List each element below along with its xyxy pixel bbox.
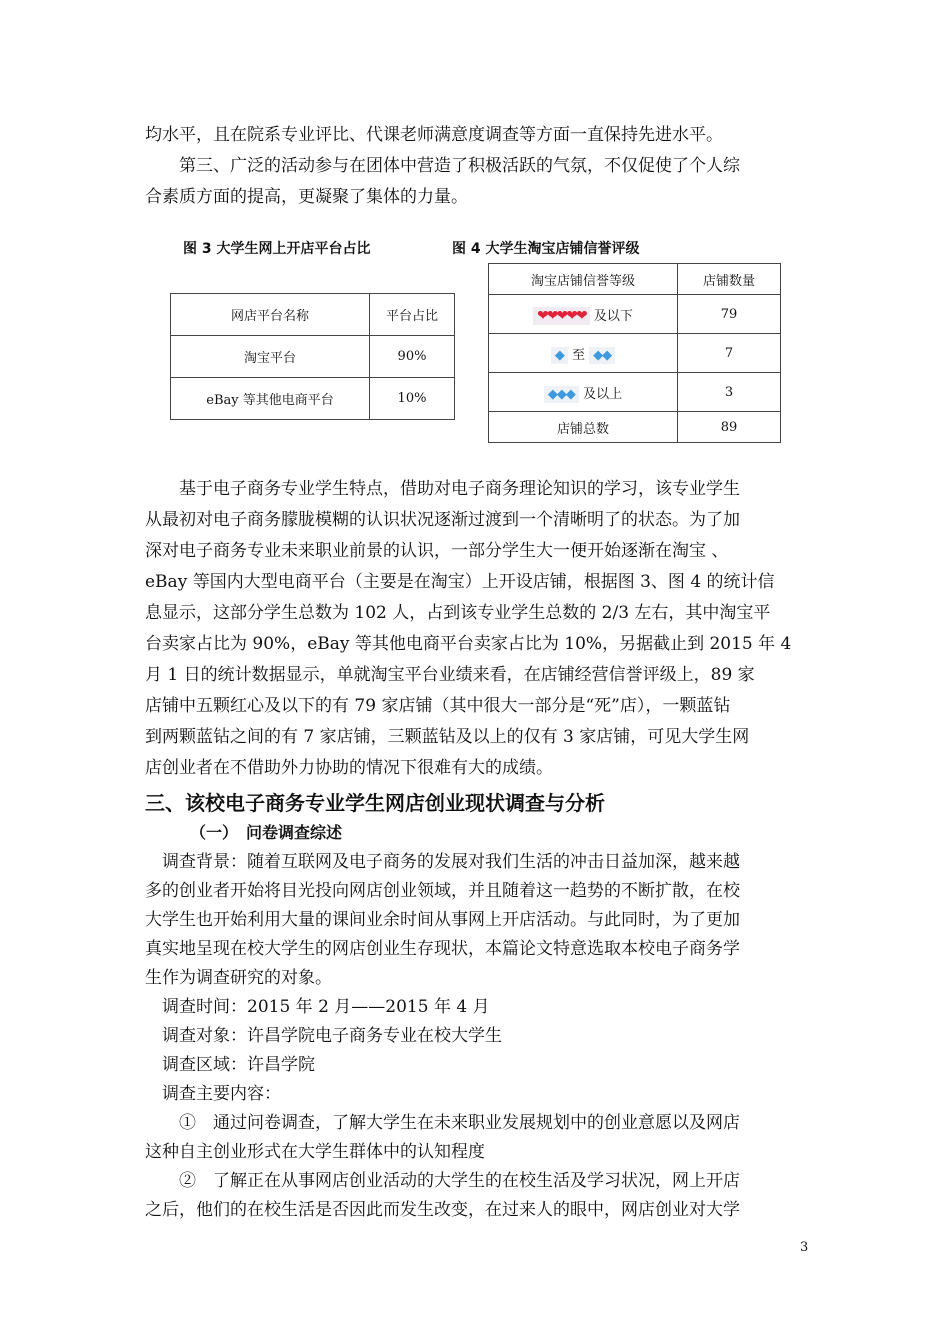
paragraph-line: 调查区域：许昌学院 xyxy=(145,1055,315,1075)
header-cell: 平台占比 xyxy=(370,294,455,336)
rating-text: 及以下 xyxy=(593,308,633,324)
platform-share-table xyxy=(170,293,455,420)
paragraph-line: 合素质方面的提高，更凝聚了集体的力量。 xyxy=(145,187,468,207)
table-cell: 89 xyxy=(678,412,781,443)
table-cell: 10% xyxy=(370,378,455,420)
heart-icon: ❤❤❤❤❤ xyxy=(533,307,590,325)
table-cell: 3 xyxy=(678,373,781,412)
figure3-caption: 图 3 大学生网上开店平台占比 xyxy=(183,241,371,257)
table-row xyxy=(489,373,781,412)
paragraph-line: 均水平，且在院系专业评比、代课老师满意度调查等方面一直保持先进水平。 xyxy=(145,125,723,145)
store-rating-table xyxy=(488,263,781,443)
paragraph-line: 息显示，这部分学生总数为 102 人，占到该专业学生总数的 2/3 左右，其中淘宝平 xyxy=(145,603,771,623)
table-cell xyxy=(489,373,678,412)
table-row xyxy=(489,295,781,334)
paragraph-line: 到两颗蓝钻之间的有 7 家店铺，三颗蓝钻及以上的仅有 3 家店铺，可见大学生网 xyxy=(145,727,750,747)
paragraph-line: 之后，他们的在校生活是否因此而发生改变，在过来人的眼中，网店创业对大学 xyxy=(145,1200,740,1220)
table-cell xyxy=(489,295,678,334)
table-row xyxy=(489,334,781,373)
diamond-icon: ◆◆ xyxy=(589,347,615,364)
table-cell: 7 xyxy=(678,334,781,373)
table-header-row xyxy=(489,264,781,295)
paragraph-line: 这种自主创业形式在大学生群体中的认知程度 xyxy=(145,1142,485,1162)
paragraph-line: 月 1 日的统计数据显示，单就淘宝平台业绩来看，在店铺经营信誉评级上，89 家 xyxy=(145,665,755,685)
table-cell xyxy=(489,334,678,373)
paragraph-line: 基于电子商务专业学生特点，借助对电子商务理论知识的学习，该专业学生 xyxy=(145,479,740,499)
paragraph-line: 店铺中五颗红心及以下的有 79 家店铺（其中很大一部分是“死”店），一颗蓝钻 xyxy=(145,696,731,716)
table-cell: 90% xyxy=(370,336,455,378)
paragraph-line: 大学生也开始利用大量的课间业余时间从事网上开店活动。与此同时，为了更加 xyxy=(145,910,740,930)
header-cell: 网店平台名称 xyxy=(171,294,370,336)
subsection-title: （一） 问卷调查综述 xyxy=(190,823,343,842)
paragraph-line: 多的创业者开始将目光投向网店创业领域，并且随着这一趋势的不断扩散，在校 xyxy=(145,881,740,901)
paragraph-line: eBay 等国内大型电商平台（主要是在淘宝）上开设店铺，根据图 3、图 4 的统计信 xyxy=(145,572,775,592)
paragraph-line: 调查对象：许昌学院电子商务专业在校大学生 xyxy=(145,1026,502,1046)
paragraph-line: 调查主要内容： xyxy=(145,1084,281,1104)
paragraph-line: 台卖家占比为 90%，eBay 等其他电商平台卖家占比为 10%，另据截止到 2015 年 4 xyxy=(145,634,792,654)
diamond-icon: ◆◆◆ xyxy=(544,386,579,403)
table-header-row xyxy=(171,294,455,336)
paragraph-line: 深对电子商务专业未来职业前景的认识，一部分学生大一便开始逐渐在淘宝 、 xyxy=(145,541,729,561)
paragraph-line: 店创业者在不借助外力协助的情况下很难有大的成绩。 xyxy=(145,758,553,778)
page-number: 3 xyxy=(800,1240,809,1255)
paragraph-line: 第三、广泛的活动参与在团体中营造了积极活跃的气氛，不仅促使了个人综 xyxy=(145,156,740,176)
table-cell: eBay 等其他电商平台 xyxy=(171,378,370,420)
table-total-row xyxy=(489,412,781,443)
paragraph-line: 从最初对电子商务朦胧模糊的认识状况逐渐过渡到一个清晰明了的状态。为了加 xyxy=(145,510,740,530)
paragraph-line: 调查时间：2015 年 2 月——2015 年 4 月 xyxy=(145,997,490,1017)
paragraph-line: 真实地呈现在校大学生的网店创业生存现状，本篇论文特意选取本校电子商务学 xyxy=(145,939,740,959)
diamond-icon: ◆ xyxy=(551,347,568,364)
header-cell: 店铺数量 xyxy=(678,264,781,295)
rating-text: 至 xyxy=(571,347,585,363)
table-cell: 79 xyxy=(678,295,781,334)
paragraph-line: ② 了解正在从事网店创业活动的大学生的在校生活及学习状况，网上开店 xyxy=(145,1171,740,1191)
table-row xyxy=(171,336,455,378)
rating-text: 及以上 xyxy=(583,386,623,402)
paragraph-line: 调查背景：随着互联网及电子商务的发展对我们生活的冲击日益加深，越来越 xyxy=(145,852,740,872)
figure4-caption: 图 4 大学生淘宝店铺信誉评级 xyxy=(452,241,640,257)
table-cell: 淘宝平台 xyxy=(171,336,370,378)
table-cell: 店铺总数 xyxy=(489,412,678,443)
section-title: 三、该校电子商务专业学生网店创业现状调查与分析 xyxy=(145,791,605,815)
header-cell: 淘宝店铺信誉等级 xyxy=(489,264,678,295)
paragraph-line: ① 通过问卷调查，了解大学生在未来职业发展规划中的创业意愿以及网店 xyxy=(145,1113,740,1133)
paragraph-line: 生作为调查研究的对象。 xyxy=(145,968,332,988)
table-row xyxy=(171,378,455,420)
